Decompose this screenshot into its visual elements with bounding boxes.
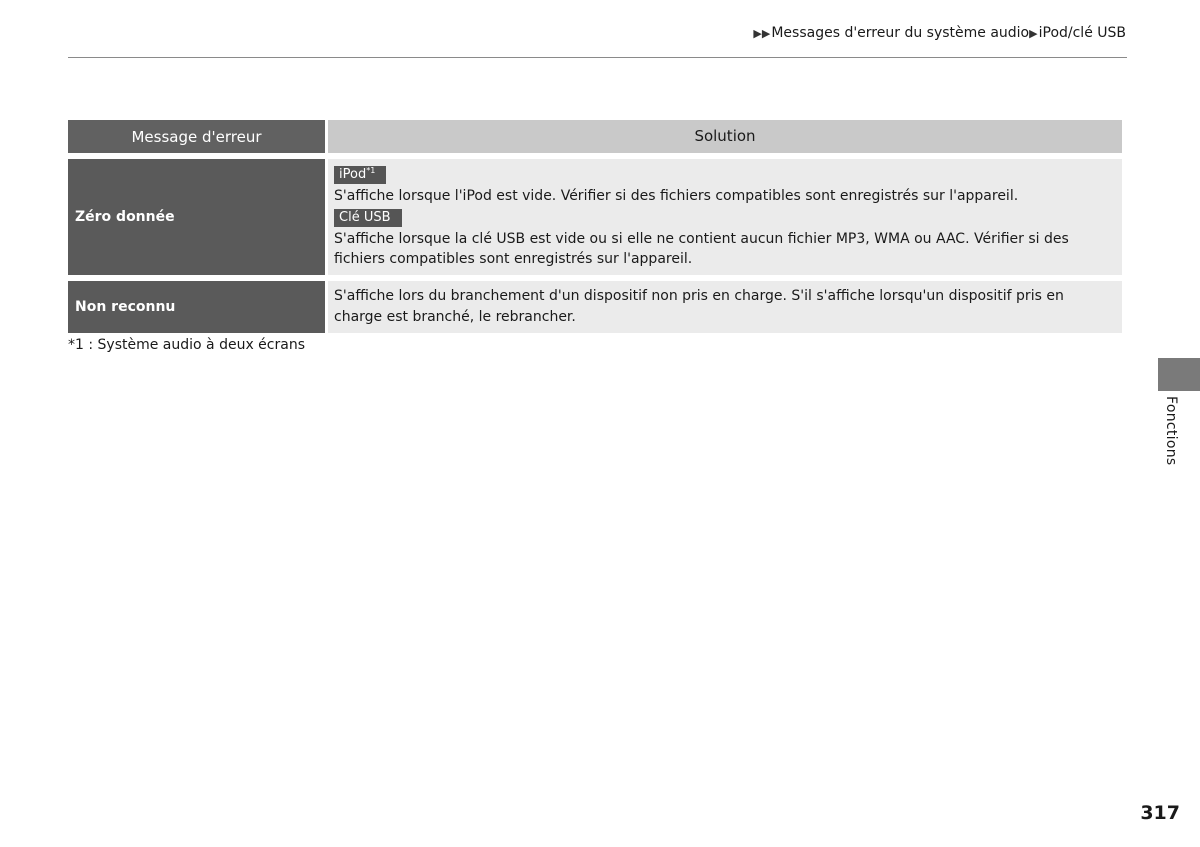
error-message-table	[68, 120, 1122, 333]
ipod-solution-text: S'affiche lorsque l'iPod est vide. Vérifier si des fichiers compatibles sont enregistrés sur l'appareil.	[334, 188, 1019, 204]
arrow-icon: ▶	[1029, 26, 1038, 40]
usb-tag: Clé USB	[334, 209, 402, 227]
table-row	[68, 159, 1122, 275]
breadcrumb	[753, 25, 1126, 41]
error-message-cell: Non reconnu	[68, 281, 325, 333]
table-header	[68, 120, 1122, 153]
header-divider	[68, 57, 1127, 58]
footnote: *1 : Système audio à deux écrans	[68, 337, 305, 353]
breadcrumb-page: iPod/clé USB	[1038, 25, 1126, 41]
column-header-solution: Solution	[328, 120, 1122, 153]
double-arrow-icon: ▶▶	[753, 26, 771, 40]
column-header-message: Message d'erreur	[68, 120, 325, 153]
table-row	[68, 281, 1122, 333]
side-tab-marker	[1158, 358, 1200, 391]
solution-cell	[328, 159, 1122, 275]
ipod-tag: iPod$^{*1}$	[334, 166, 386, 184]
error-message-cell: Zéro donnée	[68, 159, 325, 275]
breadcrumb-section: Messages d'erreur du système audio	[771, 25, 1030, 41]
solution-cell: S'affiche lors du branchement d'un dispositif non pris en charge. S'il s'affiche lorsqu'un dispositif pris en charge est branché, le rebrancher.	[328, 281, 1122, 333]
page-number: 317	[1140, 802, 1180, 824]
footnote-marker: *1	[366, 166, 376, 175]
side-tab-label: Fonctions	[1163, 396, 1179, 466]
usb-solution-text: S'affiche lorsque la clé USB est vide ou si elle ne contient aucun fichier MP3, WMA ou AAC. Vérifier si des fichiers compatibles sont enregistrés sur l'appareil.	[334, 230, 1069, 267]
